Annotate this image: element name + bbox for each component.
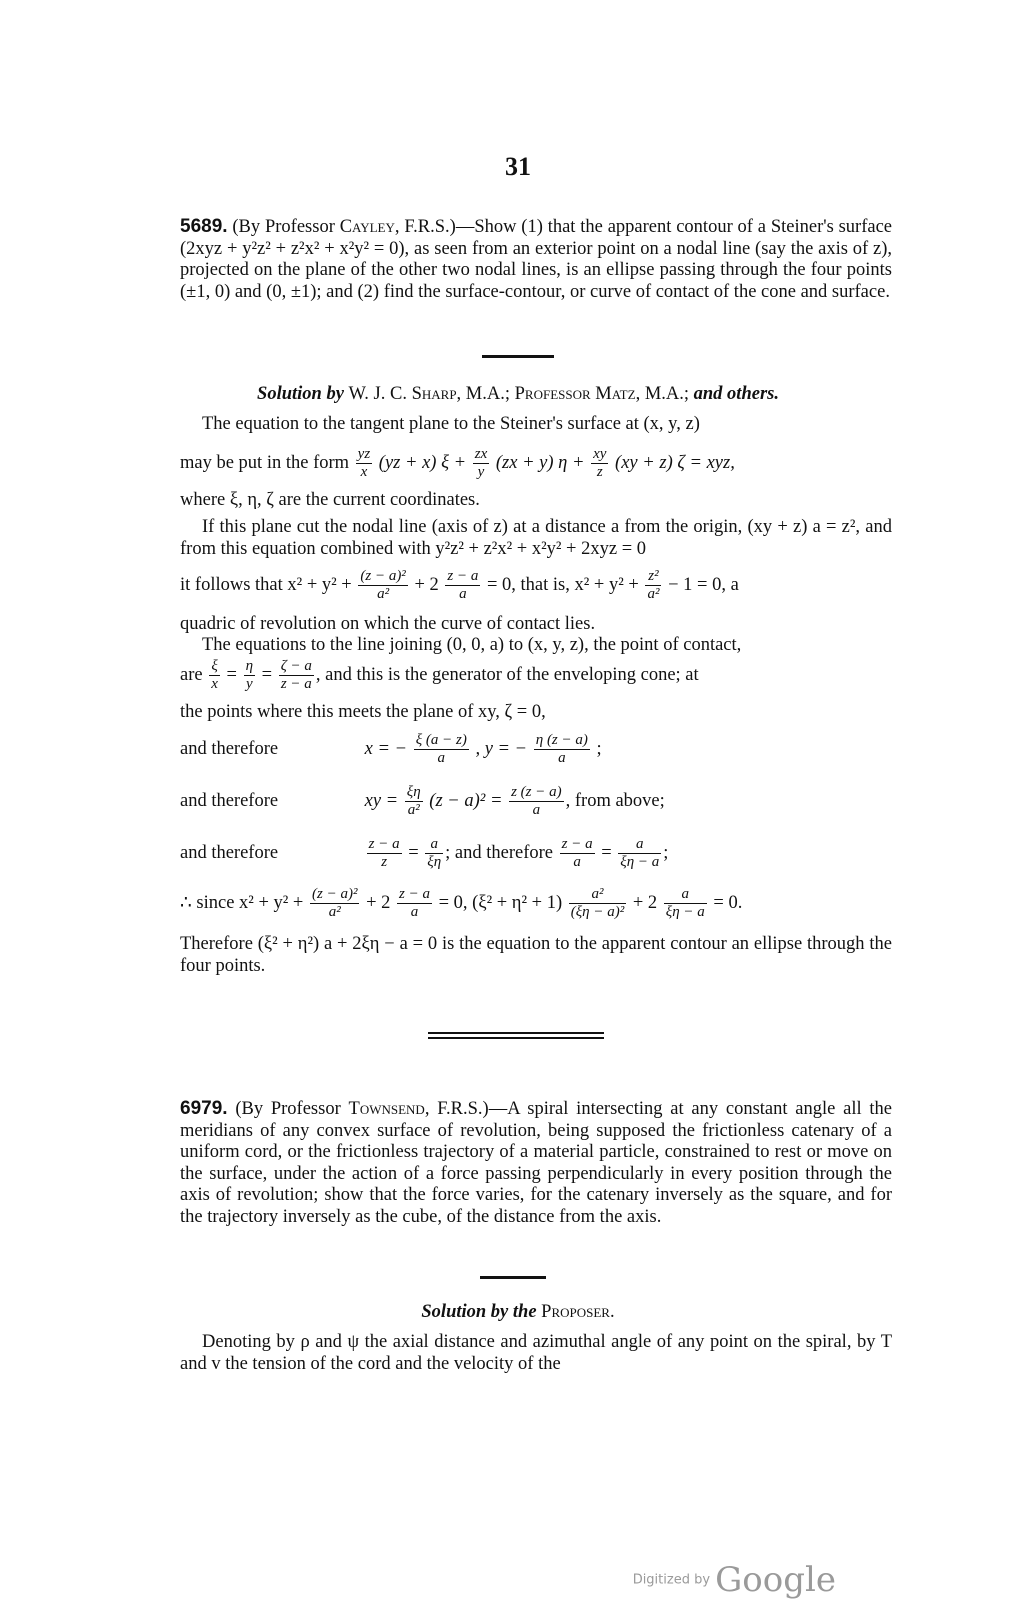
problem-6979: 6979. (By Professor Townsend, F.R.S.)—A spiral intersecting at any constant angle all the meridians of any convex surface of revolution, being supposed the frictionless catenary of a uniform cord, or the frictionless trajectory of a material particle, constrained to rest or move on the surface, under the action of a force passing perpendicularly in every position through the axis of revolution; show that the force varies, for the catenary inversely as the square, and for the trajectory inversely as the cube, of the distance from the axis. (180, 1098, 892, 1227)
solution-heading: Solution by W. J. C. Sharp, M.A.; Professor Matz, M.A.; and others. (257, 384, 779, 404)
problem-5689: 5689. (By Professor Cayley, F.R.S.)—Show (1) that the apparent contour of a Steiner's surface (2xyz + y²z² + z²x² + x²y² = 0), as seen from an exterior point on a nodal line (say the axis of z), projected on the plane of the other two nodal lines, is an ellipse passing through the four points (±1, 0) and (0, ±1); and (2) find the surface-contour, or curve of contact of the cone and surface. (180, 216, 893, 302)
solution-conclusion: Therefore (ξ² + η²) a + 2ξη − a = 0 is the equation to the apparent contour an ellipse through the four points. (180, 934, 892, 976)
problem-number: 5689. (180, 216, 228, 237)
equation-row-3: and therefore $\frac{z - a}{z}$ = $\frac{a}{\xi\eta}$ ; and therefore $\frac{z - a}{a}$ = $\frac{a}{\xi\eta - a}$ ; (180, 836, 669, 870)
generator-equation: are $\frac{\xi}{x}$ = $\frac{\eta}{y}$ = $\frac{\zeta - a}{z - a}$ , and this is the generator of the enveloping cone; at (180, 658, 699, 692)
solution-line-3: where ξ, η, ζ are the current coordinates. (180, 490, 480, 510)
solution-line-6: quadric of revolution on which the curve of contact lies. (180, 614, 596, 634)
section-rule (480, 1276, 546, 1279)
solution-text: Denoting by ρ and ψ the axial distance and azimuthal angle of any point on the spiral, by T and v the tension of the cord and the velocity of the (180, 1332, 892, 1374)
page-number: 31 (505, 152, 531, 181)
double-rule (428, 1032, 604, 1039)
solution-heading: Solution by the Proposer. (421, 1302, 615, 1322)
author-name: Townsend (348, 1099, 425, 1119)
google-watermark: Digitized by Google (632, 1560, 836, 1600)
solution-line-7: The equations to the line joining (0, 0, a) to (x, y, z), the point of contact, (202, 635, 742, 655)
author-name: Cayley (339, 217, 395, 237)
problem-text: —A spiral intersecting at any constant angle all the meridians of any convex surface of revolution, being supposed the frictionless catenary of a uniform cord, or the frictionless trajectory of a material particle, constrained to rest or move on the surface, under the action of a force passing perpendicularly in every position through the axis of revolution; show that the force varies, for the catenary inversely as the square, and for the trajectory inversely as the cube, of the distance from the axis. (180, 1099, 892, 1227)
section-rule (482, 355, 554, 358)
tangent-plane-equation: may be put in the form $\frac{yz}{x}$ (yz + x) ξ + $\frac{zx}{y}$ (zx + y) η + $\frac{xy}{z}$ (xy + z) ζ = xyz, (180, 446, 735, 480)
solution-line-1: The equation to the tangent plane to the Steiner's surface at (x, y, z) (202, 414, 700, 434)
solution-line-9: the points where this meets the plane of xy, ζ = 0, (180, 702, 546, 722)
problem-text: —Show (1) that the apparent contour of a Steiner's surface (2xyz + y²z² + z²x² + x²y² = 0), as seen from an exterior point on a nodal line (say the axis of z), projected on the plane of the other two nodal lines, is an ellipse passing through the four points (±1, 0) and (0, ±1); and (2) find the surface-contour, or curve of contact of the cone and surface. (180, 217, 893, 302)
equation-row-1: and therefore x = − $\frac{\xi (a - z)}{a}$ , y = − $\frac{\eta (z - a)}{a}$ ; (180, 732, 602, 766)
solution-para-4: If this plane cut the nodal line (axis of z) at a distance a from the origin, (xy + z) a = z², and from this equation combined with y²z² + z²x² + x²y² + 2xyz = 0 (180, 517, 892, 559)
equation-row-2: and therefore xy = $\frac{\xi\eta}{\text{a²}}$ (z − a)² = $\frac{z (z - a)}{a}$ , from above; (180, 784, 665, 818)
quadric-equation: it follows that x² + y² + $\frac{\text{(z − a)²}}{\text{a²}}$ + 2 $\frac{z - a}{a}$ = 0, that is, x² + y² + $\frac{\text{z²}}{\text{a²}}$ − 1 = 0, a (180, 568, 739, 602)
equation-row-4: ∴ since x² + y² + $\frac{\text{(z − a)²}}{\text{a²}}$ + 2 $\frac{z - a}{a}$ = 0, (ξ² + η² + 1) $\frac{\text{a²}}{\text{(ξη − a)²}}$ + 2 $\frac{a}{\xi\eta - a}$ = 0. (180, 886, 743, 920)
problem-number: 6979. (180, 1098, 228, 1119)
